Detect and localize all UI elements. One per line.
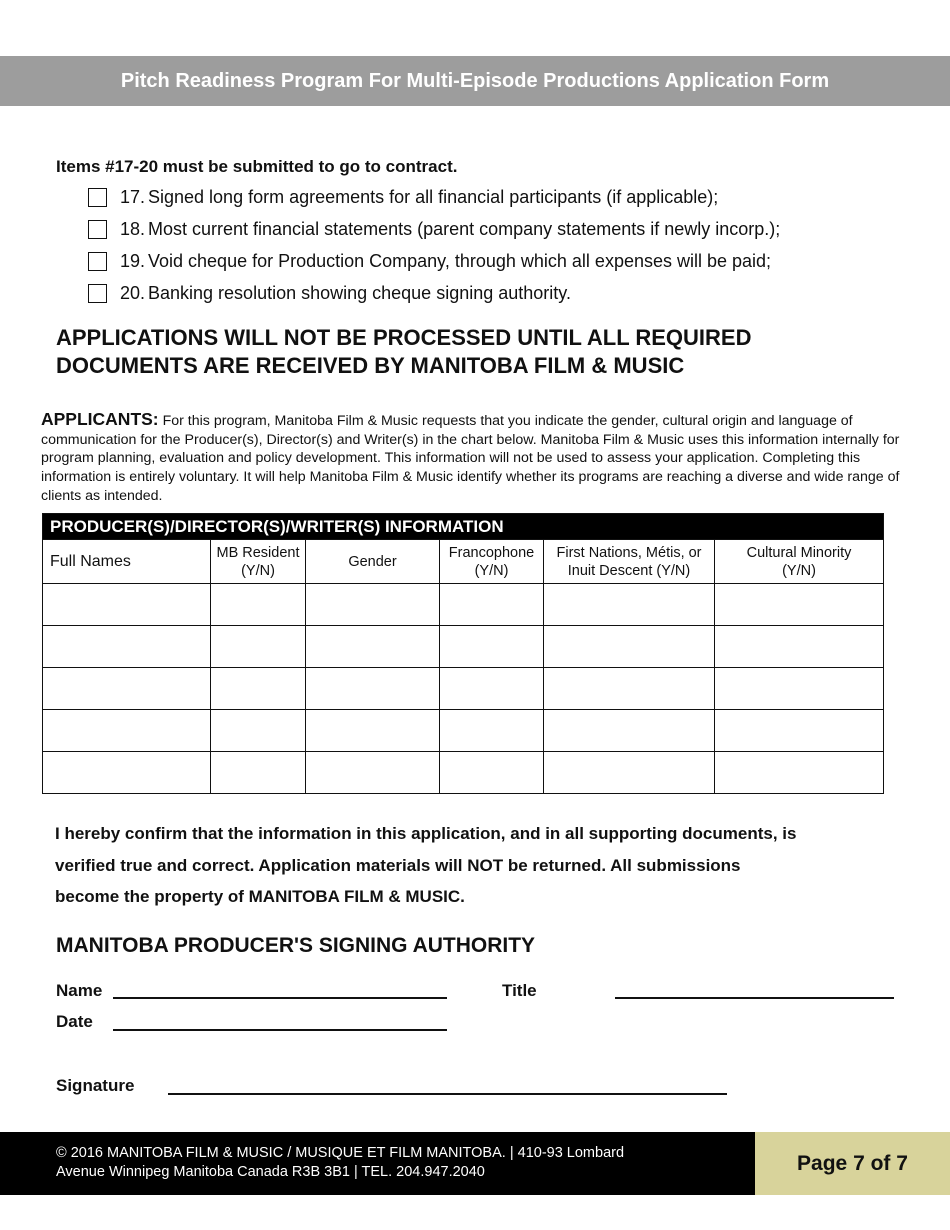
- checkbox[interactable]: [88, 252, 107, 271]
- table-cell[interactable]: [544, 752, 715, 794]
- item-text: Most current financial statements (parent company statements if newly incorp.);: [148, 218, 781, 239]
- checklist-item-19[interactable]: [88, 250, 771, 272]
- table-cell[interactable]: [306, 584, 440, 626]
- form-header: [0, 56, 950, 106]
- table-cell[interactable]: [306, 710, 440, 752]
- title-label: Title: [502, 981, 537, 1000]
- table-cell[interactable]: [715, 626, 884, 668]
- table-cell[interactable]: [211, 710, 306, 752]
- table-cell[interactable]: [306, 668, 440, 710]
- table-cell[interactable]: [544, 584, 715, 626]
- checkbox[interactable]: [88, 188, 107, 207]
- confirm-line-3: become the property of MANITOBA FILM & MUSIC.: [55, 887, 465, 906]
- footer: [0, 1132, 755, 1195]
- table-cell[interactable]: [43, 752, 211, 794]
- checkbox[interactable]: [88, 284, 107, 303]
- producer-info-table: [42, 513, 884, 794]
- column-header-full-names: Full Names: [43, 540, 211, 584]
- column-header-indigenous-descent: First Nations, Métis, or Inuit Descent (Y/N): [544, 540, 715, 584]
- table-row: [43, 626, 884, 668]
- item-number: 18.: [120, 218, 146, 239]
- signature-field[interactable]: [168, 1093, 727, 1095]
- applicants-text: For this program, Manitoba Film & Music requests that you indicate the gender, cultural origin and language of communication for the Producer(s), Director(s) and Writer(s) in the chart below. Manitoba Film & Music uses this information internally for program planning, evaluation and policy development. This information will not be used to assess your application. Completing this information is entirely voluntary. It will help Manitoba Film & Music identify whether its programs are reaching a diverse and wide range of clients as intended.: [41, 413, 900, 504]
- table-cell[interactable]: [43, 710, 211, 752]
- table-cell[interactable]: [715, 584, 884, 626]
- table-cell[interactable]: [306, 752, 440, 794]
- table-cell[interactable]: [440, 710, 544, 752]
- confirm-line-2: verified true and correct. Application materials will NOT be returned. All submissions: [55, 855, 741, 875]
- notice-line-1: APPLICATIONS WILL NOT BE PROCESSED UNTIL ALL REQUIRED: [56, 325, 752, 350]
- confirmation-statement: [55, 818, 885, 913]
- footer-address: Avenue Winnipeg Manitoba Canada R3B 3B1 | TEL. 204.947.2040: [56, 1164, 485, 1180]
- table-cell[interactable]: [43, 626, 211, 668]
- table-title: PRODUCER(S)/DIRECTOR(S)/WRITER(S) INFORMATION: [43, 514, 884, 540]
- item-number: 19.: [120, 250, 146, 271]
- table-cell[interactable]: [211, 668, 306, 710]
- table-cell[interactable]: [544, 668, 715, 710]
- item-text: Banking resolution showing cheque signing authority.: [148, 282, 571, 303]
- signature-label: Signature: [56, 1076, 135, 1095]
- signing-authority-title: MANITOBA PRODUCER'S SIGNING AUTHORITY: [56, 934, 536, 957]
- applicants-paragraph: [41, 410, 901, 506]
- table-cell[interactable]: [440, 584, 544, 626]
- checklist-title: Items #17-20 must be submitted to go to contract.: [56, 157, 458, 176]
- notice-line-2: DOCUMENTS ARE RECEIVED BY MANITOBA FILM & MUSIC: [56, 353, 685, 378]
- table-row: [43, 752, 884, 794]
- confirm-line-1: I hereby confirm that the information in this application, and in all supporting documents, is: [55, 824, 797, 843]
- table-cell[interactable]: [211, 626, 306, 668]
- name-label: Name: [56, 981, 103, 1000]
- checklist-item-18[interactable]: [88, 218, 780, 240]
- table-cell[interactable]: [211, 752, 306, 794]
- table-cell[interactable]: [715, 710, 884, 752]
- processing-notice: [56, 324, 886, 380]
- table-cell[interactable]: [440, 752, 544, 794]
- table-cell[interactable]: [43, 668, 211, 710]
- checklist-item-20[interactable]: [88, 282, 571, 304]
- checklist-item-17[interactable]: [88, 186, 718, 208]
- table-row: [43, 710, 884, 752]
- table-cell[interactable]: [715, 668, 884, 710]
- checkbox[interactable]: [88, 220, 107, 239]
- date-label: Date: [56, 1012, 93, 1031]
- item-number: 20.: [120, 282, 146, 303]
- table-cell[interactable]: [544, 710, 715, 752]
- column-header-gender: Gender: [306, 540, 440, 584]
- table-cell[interactable]: [43, 584, 211, 626]
- date-field[interactable]: [113, 1029, 447, 1031]
- page-number: Page 7 of 7: [755, 1132, 950, 1195]
- form-title: Pitch Readiness Program For Multi-Episode Productions Application Form: [120, 69, 830, 92]
- table-cell[interactable]: [211, 584, 306, 626]
- item-text: Void cheque for Production Company, through which all expenses will be paid;: [148, 250, 772, 271]
- table-cell[interactable]: [440, 668, 544, 710]
- table-cell[interactable]: [306, 626, 440, 668]
- table-row: [43, 584, 884, 626]
- column-header-cultural-minority: Cultural Minority (Y/N): [715, 540, 884, 584]
- table-cell[interactable]: [440, 626, 544, 668]
- item-text: Signed long form agreements for all financial participants (if applicable);: [148, 186, 719, 207]
- table-cell[interactable]: [544, 626, 715, 668]
- footer-copyright: © 2016 MANITOBA FILM & MUSIC / MUSIQUE ET FILM MANITOBA. | 410-93 Lombard: [56, 1145, 625, 1161]
- column-header-francophone: Francophone (Y/N): [440, 540, 544, 584]
- item-number: 17.: [120, 186, 146, 207]
- name-field[interactable]: [113, 997, 447, 999]
- table-row: [43, 668, 884, 710]
- applicants-lead: APPLICANTS:: [41, 409, 159, 429]
- table-cell[interactable]: [715, 752, 884, 794]
- column-header-mb-resident: MB Resident (Y/N): [211, 540, 306, 584]
- title-field[interactable]: [615, 997, 894, 999]
